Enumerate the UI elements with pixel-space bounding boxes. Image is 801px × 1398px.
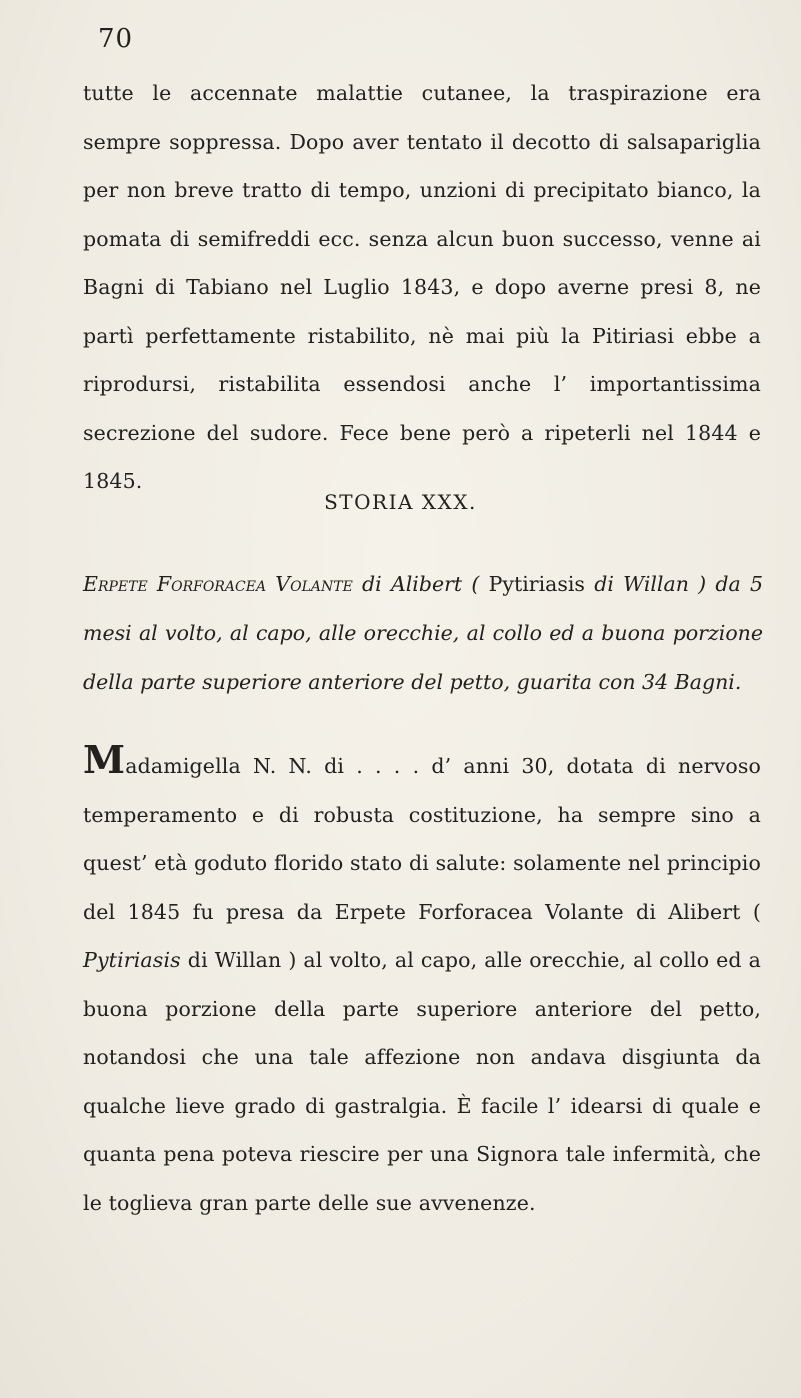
section-heading: STORIA XXX. [324,490,477,514]
drop-cap: M [83,737,126,782]
disease-name: Erpete Forforacea Volante [83,572,353,596]
case-subtitle [83,560,763,707]
subtitle-text-2: di Willan ) da 5 mesi al volto, al capo, alle orecchie, al collo ed a buona porzione della parte superiore anteriore del petto, guarita con 34 Bagni. [83,572,763,694]
case-pytiriasis: Pytiriasis [83,948,181,972]
paragraph-continuation: tutte le accennate malattie cutanee, la traspirazione era sempre soppressa. Dopo aver tentato il decotto di salsapariglia per non breve tratto di tempo, unzioni di precipitato bianco, la pomata di semifreddi ecc. senza alcun buon successo, venne ai Bagni di Tabiano nel Luglio 1843, e dopo averne presi 8, ne partì perfettamente ristabilito, nè mai più la Pitiriasi ebbe a riprodursi, ristabilita essendosi anche l’ importantissima secrezione del sudore. Fece bene però a ripeterli nel 1844 e 1845. [83,81,761,493]
subtitle-text-1: di Alibert ( [352,572,489,596]
case-text-1: adamigella N. N. di . . . . d’ anni 30, dotata di nervoso temperamento e di robusta costituzione, ha sempre sino a quest’ età goduto florido stato di salute: solamente nel principio del 1845 fu presa da Erpete Forforacea Volante di Alibert ( [83,754,761,924]
case-paragraph [83,737,761,1227]
case-text-2: di Willan ) al volto, al capo, alle orecchie, al collo ed a buona porzione della parte superiore anteriore del petto, notandosi che una tale affezione non andava disgiunta da qualche lieve grado di gastralgia. È facile l’ idearsi di quale e quanta pena poteva riescire per una Signora tale infermità, che le toglieva gran parte delle sue avvenenze. [83,948,761,1215]
subtitle-pytiriasis: Pytiriasis [488,572,585,596]
page-number: 70 [98,24,134,54]
